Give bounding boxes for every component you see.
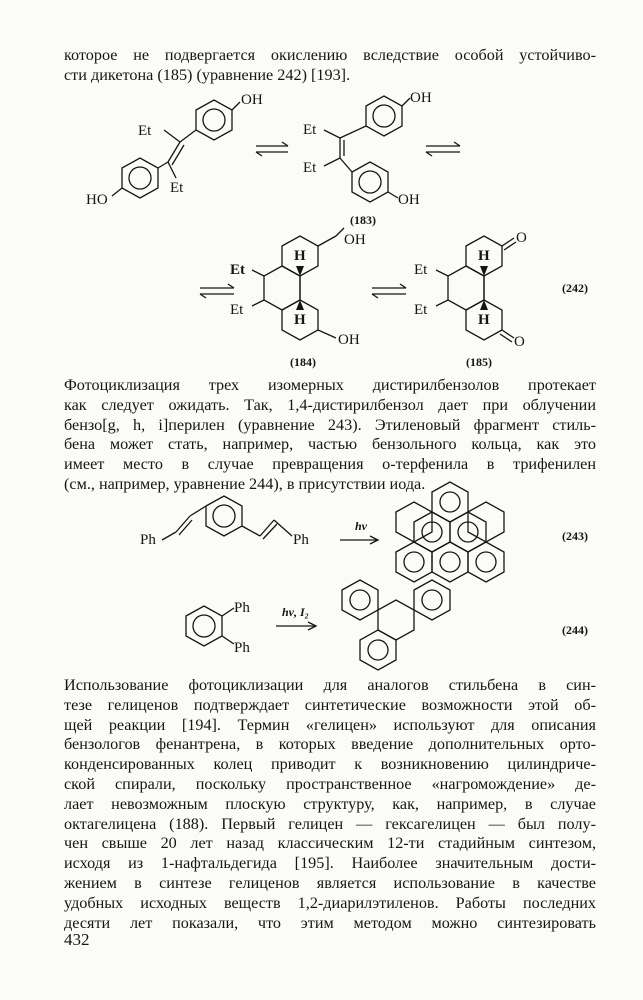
text-line: бензологов фенантрена, в которых введение дополнительных орто- xyxy=(64,735,596,754)
structure-distyrylbenzene xyxy=(140,496,309,548)
text-line: сти дикетона (185) (уравнение 242) [193]. xyxy=(64,65,351,84)
svg-text:Et: Et xyxy=(170,180,184,196)
svg-text:hν: hν xyxy=(355,519,367,533)
svg-text:Et: Et xyxy=(414,262,428,278)
structure-stilbene-trans xyxy=(86,92,263,208)
svg-text:H: H xyxy=(478,312,490,328)
svg-text:Et: Et xyxy=(230,302,244,318)
svg-text:OH: OH xyxy=(338,332,360,348)
structure-184 xyxy=(230,228,366,369)
text-line: (см., например, уравнение 244), в присутствии иода. xyxy=(64,474,426,493)
reaction-arrow xyxy=(340,519,378,544)
text-line: жением в синтезе гелиценов является использование в качестве xyxy=(64,873,596,892)
svg-text:Ph: Ph xyxy=(140,532,156,548)
structure-terphenyl xyxy=(186,600,250,656)
text-line: октагелицена (188). Первый гелицен — гексагелицен — был полу- xyxy=(64,814,596,833)
scheme-242 xyxy=(0,80,643,380)
text-line: бензо[g, h, i]перилен (уравнение 243). Этиленовый фрагмент стиль- xyxy=(64,415,596,434)
text-line: чен свыше 20 лет назад классическим 12-ти стадийным синтезом, xyxy=(64,834,596,853)
equilibrium-arrow xyxy=(200,284,234,298)
structure-stilbene-cis xyxy=(303,90,432,227)
svg-text:Et: Et xyxy=(414,302,428,318)
svg-text:Et: Et xyxy=(303,160,317,176)
text-line: бена может стать, например, частью бензольного кольца, как это xyxy=(64,435,596,454)
compound-label-184: (184) xyxy=(290,355,316,369)
svg-text:HO: HO xyxy=(86,192,108,208)
equilibrium-arrow xyxy=(426,142,460,156)
scheme-243 xyxy=(0,486,643,586)
compound-label-185: (185) xyxy=(466,355,492,369)
structure-185 xyxy=(414,230,527,369)
text-line: щей реакции [194]. Термин «гелицен» используют для описания xyxy=(64,715,596,734)
equilibrium-arrow xyxy=(256,142,288,156)
equation-number: (242) xyxy=(562,281,588,295)
svg-text:O: O xyxy=(516,230,527,246)
reaction-arrow xyxy=(276,605,316,630)
equation-number: (244) xyxy=(562,623,588,637)
structure-benzoperylene xyxy=(396,482,504,582)
svg-text:H: H xyxy=(294,248,306,264)
svg-text:Et: Et xyxy=(303,122,317,138)
text-line: Фотоциклизация трех изомерных дистирилбензолов протекает xyxy=(64,376,596,394)
text-line: конденсированных колец приводит к возникновению цилиндриче- xyxy=(64,755,596,774)
svg-text:Et: Et xyxy=(230,262,245,278)
equation-number: (243) xyxy=(562,529,588,543)
equilibrium-arrow xyxy=(372,284,406,298)
svg-text:hν, I₂: hν, I₂ xyxy=(282,605,309,619)
page-number: 432 xyxy=(64,930,90,949)
compound-label-183: (183) xyxy=(350,213,376,227)
text-line: которое не подвергается окислению вследствие особой устойчиво- xyxy=(64,46,596,64)
svg-text:Ph: Ph xyxy=(234,640,250,656)
paragraph-middle xyxy=(64,376,596,495)
text-line: удобных исходных веществ 1,2-диарилэтиленов. Работы последних xyxy=(64,893,596,912)
svg-text:H: H xyxy=(294,312,306,328)
text-line: как следует ожидать. Так, 1,4-дистирилбензол дает при облучении xyxy=(64,395,596,414)
svg-text:OH: OH xyxy=(344,232,366,248)
text-line: десяти лет показали, что этим методом можно синтезировать xyxy=(64,913,596,932)
text-line: ской спирали, поскольку пространственное «нагромождение» де- xyxy=(64,774,596,793)
svg-text:OH: OH xyxy=(398,192,420,208)
svg-text:Et: Et xyxy=(138,123,152,139)
svg-text:H: H xyxy=(478,248,490,264)
svg-text:Ph: Ph xyxy=(234,600,250,616)
text-line: Использование фотоциклизации для аналогов стильбена в син- xyxy=(64,676,596,694)
svg-text:O: O xyxy=(514,334,525,350)
text-line: имеет место в случае превращения о-терфенила в трифенилен xyxy=(64,455,596,474)
svg-text:OH: OH xyxy=(241,92,263,108)
paragraph-bottom xyxy=(64,676,596,933)
text-line: тезе гелиценов подтверждает синтетические возможности этой об- xyxy=(64,695,596,714)
text-line: исходя из 1-нафтальдегида [195]. Наиболее значительным дости- xyxy=(64,854,596,873)
scheme-244 xyxy=(0,586,643,676)
structure-triphenylene xyxy=(342,580,450,670)
text-line: лает невозможным плоскую структуру, как, например, в случае xyxy=(64,794,596,813)
svg-text:Ph: Ph xyxy=(293,532,309,548)
svg-text:OH: OH xyxy=(410,90,432,106)
